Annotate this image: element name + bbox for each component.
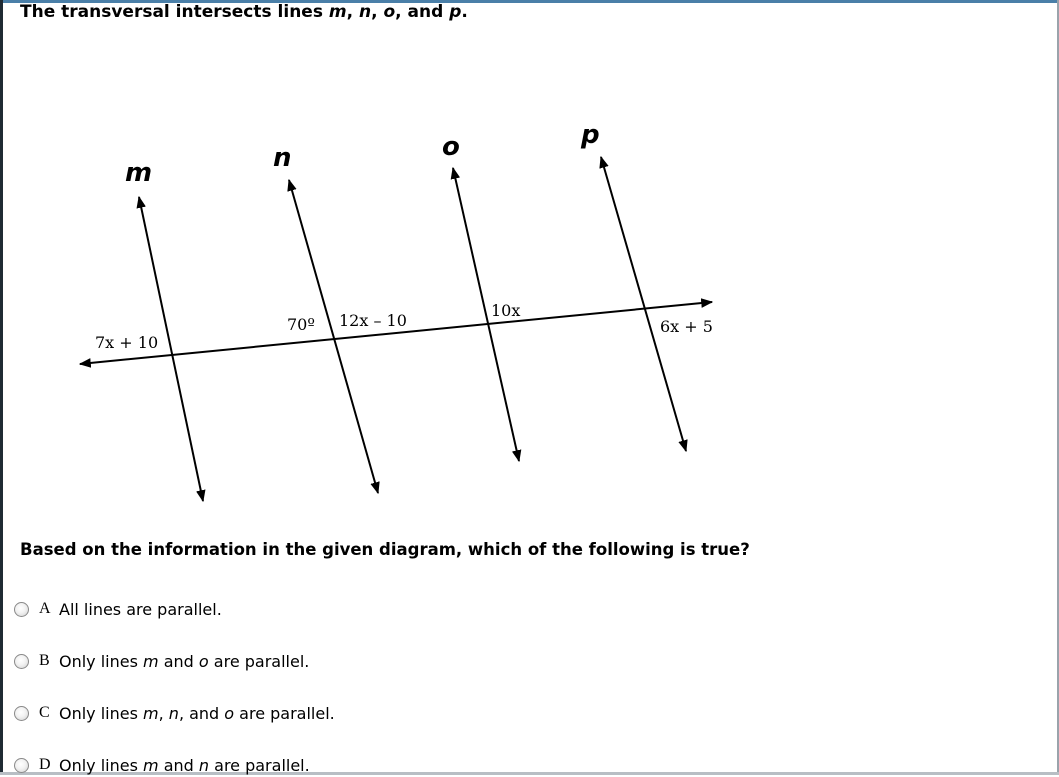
title-var-n: n [358, 2, 372, 22]
angle-label-10x: 10x [491, 301, 521, 320]
line-label-n: n [273, 143, 292, 173]
choice-text-part: Only lines [59, 755, 144, 775]
title-text: The transversal intersects lines [20, 2, 329, 22]
choice-text-part: and [158, 755, 199, 775]
choice-letter-d: D [39, 756, 51, 773]
title-text: , [371, 2, 384, 22]
choice-text-part: Only lines [59, 651, 144, 671]
choice-var: o [224, 703, 235, 723]
radio-button-c[interactable] [14, 706, 29, 721]
angle-label-12x-minus-10: 12x – 10 [339, 311, 407, 330]
choice-var: m [143, 755, 159, 775]
choice-text-part: Only lines [59, 703, 144, 723]
title-var-p: p [449, 2, 462, 22]
choice-letter-b: B [39, 652, 50, 669]
choice-var: n [198, 755, 210, 775]
choice-text-b [59, 652, 309, 671]
choice-text-part: and [158, 651, 199, 671]
choice-var: n [168, 703, 179, 723]
title-var-m: m [328, 2, 347, 22]
choice-text-part: are parallel. [209, 755, 310, 775]
angle-label-7x-plus-10: 7x + 10 [95, 333, 159, 352]
choice-text-c [59, 704, 335, 723]
angle-label-6x-plus-5: 6x + 5 [660, 317, 713, 336]
line-label-p: p [581, 120, 600, 150]
line-p [601, 157, 686, 451]
title-var-o: o [383, 2, 396, 22]
choice-var: m [143, 703, 159, 723]
title-text: , [346, 2, 359, 22]
title-text: . [461, 2, 468, 22]
choice-b[interactable] [14, 649, 309, 673]
choice-c[interactable] [14, 701, 335, 725]
choice-var: o [198, 651, 209, 671]
radio-button-b[interactable] [14, 654, 29, 669]
choice-d[interactable] [14, 753, 310, 777]
radio-button-a[interactable] [14, 602, 29, 617]
choice-text-part: are parallel. [208, 651, 310, 671]
question-prompt: Based on the information in the given diagram, which of the following is true? [20, 540, 750, 559]
choice-text-part: are parallel. [234, 703, 335, 723]
line-label-o: o [442, 132, 460, 162]
choice-text-part: All lines are parallel. [59, 599, 222, 619]
radio-button-d[interactable] [14, 758, 29, 773]
choice-var: m [143, 651, 159, 671]
choice-text-d [59, 756, 310, 775]
choice-a[interactable] [14, 597, 222, 621]
choice-text-a [59, 600, 222, 619]
title-text: , and [395, 2, 450, 22]
choice-letter-a: A [39, 600, 51, 617]
angle-label-70-degrees: 70º [287, 315, 315, 334]
line-label-m: m [125, 158, 153, 188]
choice-letter-c: C [39, 704, 50, 721]
choice-text-part: , [158, 703, 169, 723]
choice-text-part: , and [178, 703, 225, 723]
